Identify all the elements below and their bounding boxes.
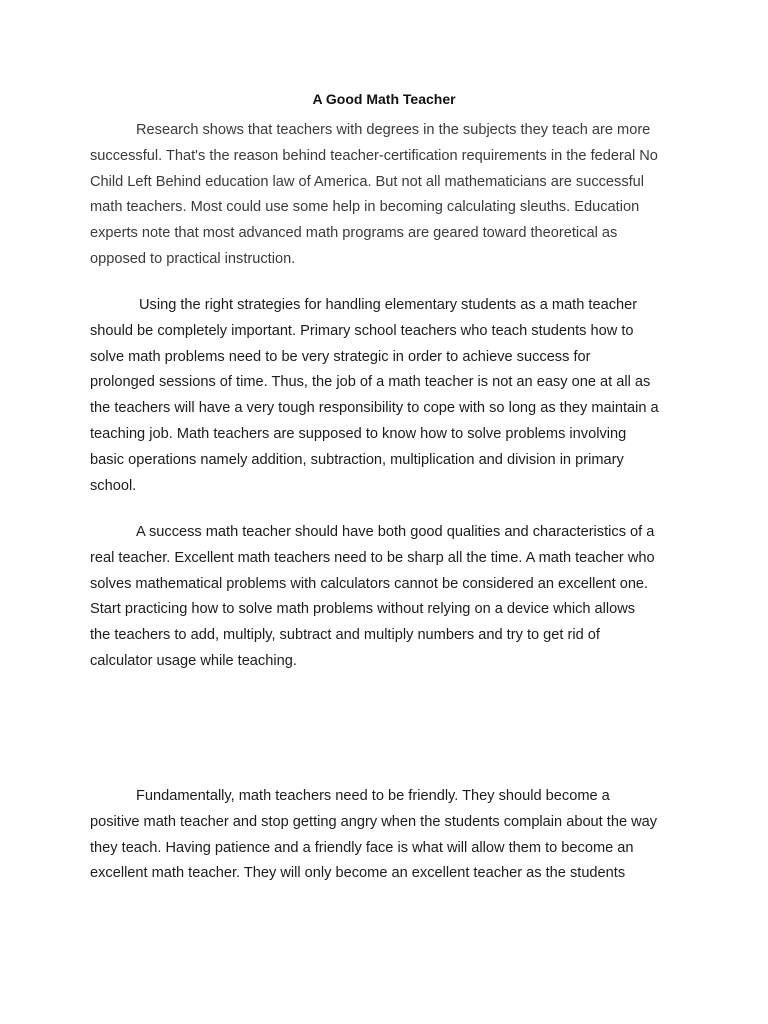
text-line: solves mathematical problems with calculators cannot be considered an excellent one.: [90, 575, 649, 592]
text-line: opposed to practical instruction.: [90, 250, 296, 267]
text-line: real teacher. Excellent math teachers need to be sharp all the time. A math teacher who: [90, 549, 655, 566]
text-line: calculator usage while teaching.: [90, 652, 297, 669]
text-line: Fundamentally, math teachers need to be friendly. They should become a: [136, 788, 610, 804]
text-line: prolonged sessions of time. Thus, the job of a math teacher is not an easy one at all as: [90, 374, 651, 391]
text-line: successful. That's the reason behind teacher-certification requirements in the federal No: [90, 147, 658, 164]
paragraph-4: [90, 784, 690, 887]
text-line: Using the right strategies for handling elementary students as a math teacher: [139, 297, 638, 313]
text-line: solve math problems need to be very strategic in order to achieve success for: [90, 348, 591, 365]
text-line: the teachers to add, multiply, subtract and multiply numbers and try to get rid of: [90, 627, 600, 644]
text-line: school.: [90, 477, 137, 494]
text-line: basic operations namely addition, subtraction, multiplication and division in primary: [90, 451, 624, 468]
text-line: experts note that most advanced math programs are geared toward theoretical as: [90, 225, 618, 242]
text-line: math teachers. Most could use some help in becoming calculating sleuths. Education: [90, 199, 640, 216]
text-line: excellent math teacher. They will only become an excellent teacher as the students: [90, 865, 626, 882]
text-line: Child Left Behind education law of America. But not all mathematicians are successful: [90, 173, 645, 190]
text-line: positive math teacher and stop getting angry when the students complain about the way: [90, 813, 658, 830]
text-line: Research shows that teachers with degrees in the subjects they teach are more: [136, 122, 651, 138]
text-line: Start practicing how to solve math problems without relying on a device which allows: [90, 601, 636, 618]
paragraph-3: [90, 520, 690, 675]
text-line: A success math teacher should have both good qualities and characteristics of a: [136, 524, 655, 540]
text-line: the teachers will have a very tough responsibility to cope with so long as they maintain a: [90, 400, 659, 417]
document-title: A Good Math Teacher: [312, 91, 456, 107]
text-line: they teach. Having patience and a friendly face is what will allow them to become an: [90, 839, 634, 856]
text-line: teaching job. Math teachers are supposed to know how to solve problems involving: [90, 425, 627, 442]
paragraph-1: [90, 118, 690, 273]
text-line: should be completely important. Primary school teachers who teach students how to: [90, 322, 634, 339]
paragraph-2: [90, 293, 690, 499]
